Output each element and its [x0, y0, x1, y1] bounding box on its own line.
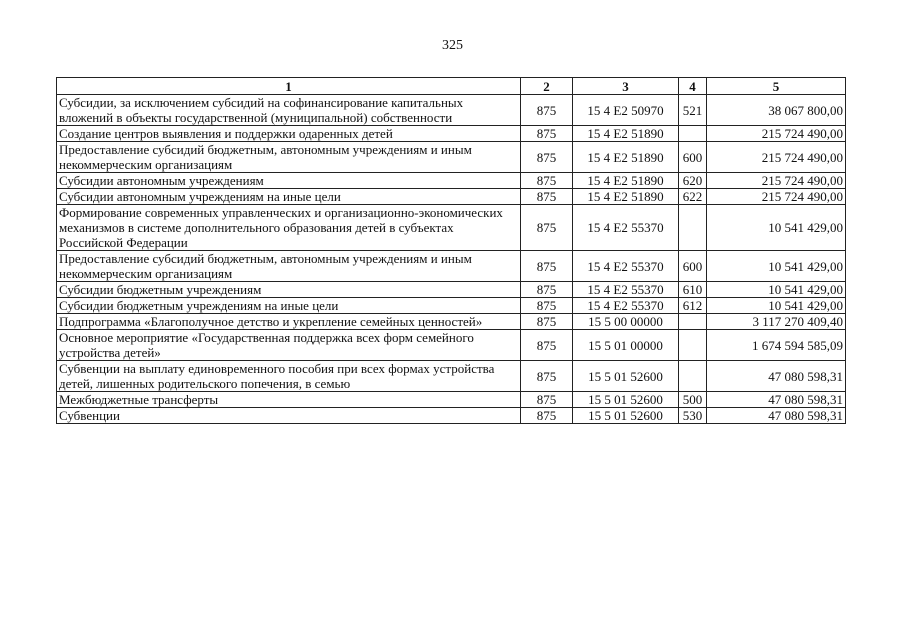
budget-table	[56, 77, 846, 424]
cell-vr	[679, 361, 707, 392]
cell-vr	[679, 330, 707, 361]
cell-csr: 15 4 E2 55370	[573, 282, 679, 298]
table-row	[57, 314, 846, 330]
table-row	[57, 282, 846, 298]
cell-ved: 875	[521, 330, 573, 361]
cell-sum: 215 724 490,00	[707, 189, 846, 205]
cell-sum: 47 080 598,31	[707, 408, 846, 424]
cell-name: Субвенции	[57, 408, 521, 424]
table-row	[57, 126, 846, 142]
cell-name: Межбюджетные трансферты	[57, 392, 521, 408]
cell-csr: 15 4 E2 55370	[573, 298, 679, 314]
cell-name: Субсидии автономным учреждениям на иные цели	[57, 189, 521, 205]
cell-ved: 875	[521, 392, 573, 408]
cell-name: Субсидии бюджетным учреждениям на иные цели	[57, 298, 521, 314]
cell-ved: 875	[521, 126, 573, 142]
cell-csr: 15 4 E2 51890	[573, 142, 679, 173]
header-col-4: 4	[679, 78, 707, 95]
cell-vr: 612	[679, 298, 707, 314]
cell-name: Предоставление субсидий бюджетным, автономным учреждениям и иным некоммерческим организациям	[57, 142, 521, 173]
cell-name: Подпрограмма «Благополучное детство и укрепление семейных ценностей»	[57, 314, 521, 330]
cell-vr: 600	[679, 251, 707, 282]
cell-csr: 15 4 E2 51890	[573, 189, 679, 205]
cell-name: Формирование современных управленческих и организационно-экономических механизмов в системе дополнительного образования детей в субъектах Российской Федерации	[57, 205, 521, 251]
cell-csr: 15 4 E2 55370	[573, 251, 679, 282]
cell-csr: 15 5 01 52600	[573, 392, 679, 408]
cell-ved: 875	[521, 205, 573, 251]
cell-ved: 875	[521, 282, 573, 298]
table-body	[57, 95, 846, 424]
cell-name: Субсидии бюджетным учреждениям	[57, 282, 521, 298]
cell-ved: 875	[521, 298, 573, 314]
header-col-2: 2	[521, 78, 573, 95]
cell-sum: 215 724 490,00	[707, 173, 846, 189]
cell-ved: 875	[521, 95, 573, 126]
cell-ved: 875	[521, 361, 573, 392]
cell-csr: 15 5 01 52600	[573, 361, 679, 392]
page-number: 325	[442, 38, 463, 53]
cell-name: Субсидии автономным учреждениям	[57, 173, 521, 189]
cell-csr: 15 4 E2 51890	[573, 126, 679, 142]
cell-sum: 3 117 270 409,40	[707, 314, 846, 330]
cell-csr: 15 5 00 00000	[573, 314, 679, 330]
table-row	[57, 205, 846, 251]
header-col-5: 5	[707, 78, 846, 95]
cell-ved: 875	[521, 408, 573, 424]
cell-vr: 620	[679, 173, 707, 189]
cell-sum: 38 067 800,00	[707, 95, 846, 126]
cell-sum: 47 080 598,31	[707, 361, 846, 392]
cell-name: Создание центров выявления и поддержки одаренных детей	[57, 126, 521, 142]
header-col-3: 3	[573, 78, 679, 95]
cell-csr: 15 4 E2 50970	[573, 95, 679, 126]
table-row	[57, 251, 846, 282]
cell-sum: 215 724 490,00	[707, 126, 846, 142]
cell-sum: 10 541 429,00	[707, 298, 846, 314]
cell-sum: 10 541 429,00	[707, 282, 846, 298]
cell-vr: 530	[679, 408, 707, 424]
header-col-1: 1	[57, 78, 521, 95]
table-row	[57, 173, 846, 189]
table-row	[57, 298, 846, 314]
table-row	[57, 142, 846, 173]
cell-vr	[679, 314, 707, 330]
cell-vr: 610	[679, 282, 707, 298]
table-row	[57, 361, 846, 392]
cell-csr: 15 5 01 52600	[573, 408, 679, 424]
cell-name: Предоставление субсидий бюджетным, автономным учреждениям и иным некоммерческим организациям	[57, 251, 521, 282]
table-row	[57, 392, 846, 408]
cell-vr: 622	[679, 189, 707, 205]
table-row	[57, 330, 846, 361]
cell-vr	[679, 205, 707, 251]
cell-csr: 15 4 E2 51890	[573, 173, 679, 189]
cell-name: Субвенции на выплату единовременного пособия при всех формах устройства детей, лишенных родительского попечения, в семью	[57, 361, 521, 392]
cell-ved: 875	[521, 251, 573, 282]
cell-name: Основное мероприятие «Государственная поддержка всех форм семейного устройства детей»	[57, 330, 521, 361]
cell-vr: 600	[679, 142, 707, 173]
cell-vr: 521	[679, 95, 707, 126]
cell-vr: 500	[679, 392, 707, 408]
table-header-row	[57, 78, 846, 95]
cell-ved: 875	[521, 189, 573, 205]
cell-ved: 875	[521, 314, 573, 330]
cell-csr: 15 4 E2 55370	[573, 205, 679, 251]
table-row	[57, 95, 846, 126]
cell-ved: 875	[521, 173, 573, 189]
cell-sum: 10 541 429,00	[707, 205, 846, 251]
table-row	[57, 408, 846, 424]
cell-ved: 875	[521, 142, 573, 173]
cell-csr: 15 5 01 00000	[573, 330, 679, 361]
cell-vr	[679, 126, 707, 142]
cell-name: Субсидии, за исключением субсидий на софинансирование капитальных вложений в объекты государственной (муниципальной) собственности	[57, 95, 521, 126]
table-row	[57, 189, 846, 205]
cell-sum: 215 724 490,00	[707, 142, 846, 173]
cell-sum: 1 674 594 585,09	[707, 330, 846, 361]
cell-sum: 10 541 429,00	[707, 251, 846, 282]
cell-sum: 47 080 598,31	[707, 392, 846, 408]
